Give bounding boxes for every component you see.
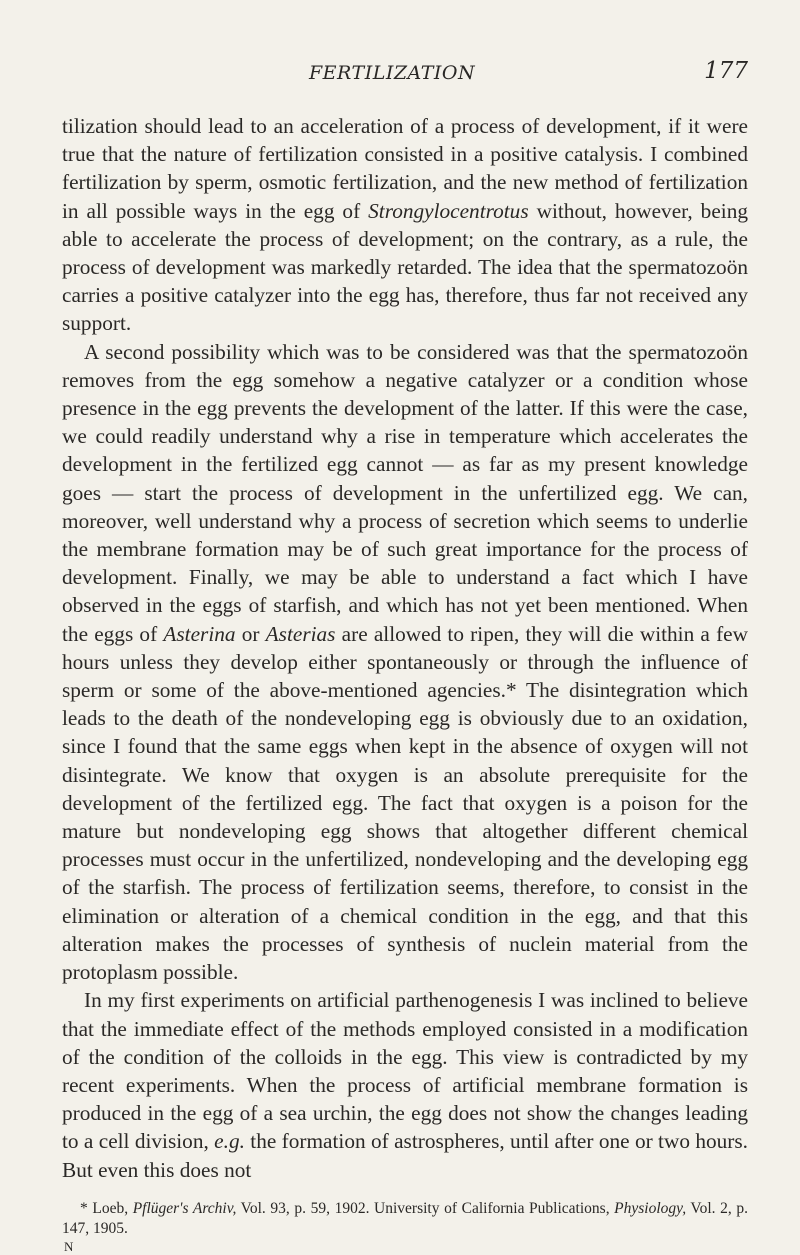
species-name: Asterias [265, 621, 336, 646]
abbreviation: e.g. [214, 1129, 245, 1154]
body-text [62, 112, 748, 1184]
footnote: * Loeb, Pflüger's Archiv, Vol. 93, p. 59, 1902. University of California Publications, Physiology, Vol. 2, p. 147, 1905. [62, 1199, 748, 1237]
paragraph: A second possibility which was to be considered was that the spermatozoön removes from the egg somehow a negative catalyzer or a condition whose presence in the egg prevents the development of the latter. If this were the case, we could readily understand why a rise in temperature which accelerates the development in the fertilized egg cannot — as far as my present knowledge goes — start the process of development in the unfertilized egg. We can, moreover, well understand why a process of secretion which seems to underlie the membrane formation may be of such great importance for the process of development. Finally, we may be able to understand a fact which I have observed in the eggs of starfish, and which has not yet been mentioned. When the eggs of Asterina or Asterias are allowed to ripen, they will die within a few hours unless they develop either spontaneously or through the influence of sperm or some of the above-mentioned agencies.* The disintegration which leads to the death of the nondeveloping egg is obviously due to an oxidation, since I found that the same eggs when kept in the absence of oxygen will not disintegrate. We know that oxygen is an absolute prerequisite for the development of the fertilized egg. The fact that oxygen is a poison for the mature but nondeveloping egg shows that altogether different chemical processes must occur in the unfertilized, nondeveloping and the developing egg of the starfish. The process of fertilization seems, therefore, to consist in the elimination or alteration of a chemical condition in the egg, and that this alteration makes the processes of synthesis of nuclein material from the protoplasm possible. [62, 339, 748, 985]
journal-title: Physiology, [614, 1199, 687, 1217]
book-page [62, 0, 748, 1255]
paragraph: In my first experiments on artificial parthenogenesis I was inclined to believe that the immediate effect of the methods employed consisted in a modification of the condition of the colloids in the egg. This view is contradicted by my recent experiments. When the process of artificial membrane formation is produced in the egg of a sea urchin, the egg does not show the changes leading to a cell division, e.g. the formation of astrospheres, until after one or two hours. But even this does not [62, 988, 749, 1182]
paragraph: tilization should lead to an acceleration of a process of development, if it were true that the nature of fertilization consisted in a positive catalysis. I combined fertilization by sperm, osmotic fertilization, and the new method of fertilization in all possible ways in the egg of Strongylocentrotus without, however, being able to accelerate the process of development; on the contrary, as a rule, the process of development was markedly retarded. The idea that the spermatozoön carries a positive catalyzer into the egg has, therefore, thus far not received any support. [62, 114, 748, 336]
journal-title: Pflüger's Archiv, [132, 1199, 237, 1217]
signature-mark: N [64, 1238, 74, 1254]
page-number: 177 [704, 58, 748, 84]
running-header [62, 0, 748, 84]
species-name: Asterina [163, 621, 236, 646]
running-title: FERTILIZATION [309, 62, 476, 84]
species-name: Strongylocentrotus [368, 198, 529, 223]
